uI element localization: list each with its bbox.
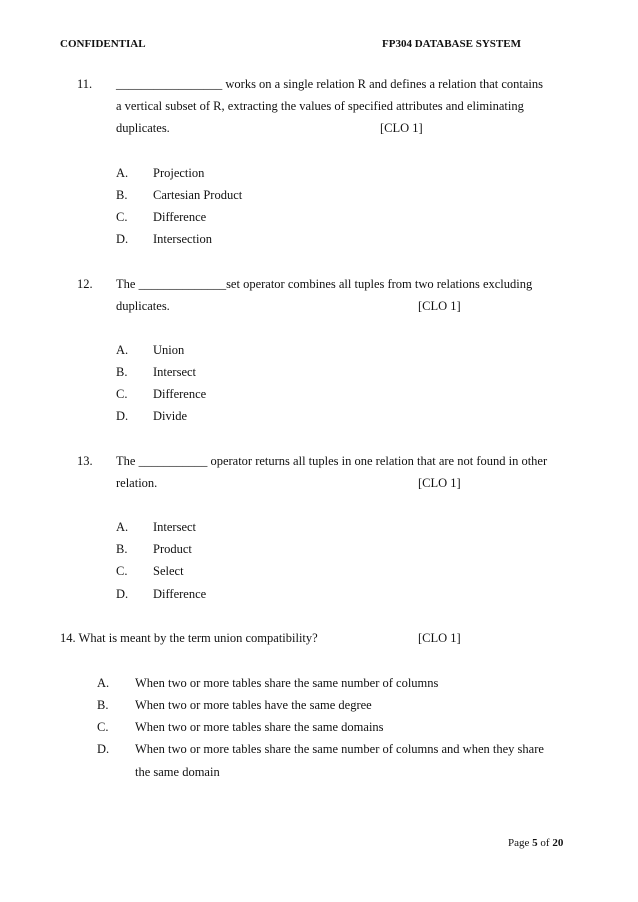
q11-line2: a vertical subset of R, extracting the values of specified attributes and eliminating bbox=[116, 99, 524, 113]
q14-option-d-text: When two or more tables share the same number of columns and when they share bbox=[135, 742, 544, 756]
q13-option-a-text: Intersect bbox=[153, 520, 197, 534]
q12-option-c-letter: C. bbox=[116, 387, 128, 401]
q11-line1 bbox=[116, 77, 543, 92]
q11-option-c-text: Difference bbox=[153, 210, 207, 224]
q14-option-a-text: When two or more tables share the same number of columns bbox=[135, 676, 439, 690]
q14-question: 14. What is meant by the term union compatibility? bbox=[60, 631, 318, 645]
q13-option-d-letter: D. bbox=[116, 587, 129, 601]
q14-option-d-letter: D. bbox=[97, 742, 110, 756]
q11-option-b-letter: B. bbox=[116, 188, 128, 202]
q12-option-a-letter: A. bbox=[116, 343, 129, 357]
q14-option-b-text: When two or more tables have the same degree bbox=[135, 698, 372, 712]
q12-option-d-text: Divide bbox=[153, 409, 188, 423]
q11-option-a-letter: A. bbox=[116, 166, 129, 180]
q13-line2: relation. bbox=[116, 476, 158, 490]
q13-line1 bbox=[116, 454, 547, 469]
q11-option-a-text: Projection bbox=[153, 166, 205, 180]
q12-prefix: The bbox=[116, 277, 139, 291]
page-number bbox=[508, 837, 563, 849]
header-confidential: CONFIDENTIAL bbox=[60, 38, 146, 50]
q12-option-c-text: Difference bbox=[153, 387, 207, 401]
q14-option-c-text: When two or more tables share the same domains bbox=[135, 720, 384, 734]
q13-clo: [CLO 1] bbox=[418, 476, 461, 490]
header-course-title: FP304 DATABASE SYSTEM bbox=[382, 38, 521, 50]
page-of: of bbox=[537, 837, 553, 849]
q12-stem-1: set operator combines all tuples from two relations excluding bbox=[226, 277, 533, 291]
q12-number: 12. bbox=[77, 277, 93, 291]
q13-blank: ___________ bbox=[138, 454, 208, 468]
q13-option-c-text: Select bbox=[153, 564, 184, 578]
q12-option-d-letter: D. bbox=[116, 409, 129, 423]
q11-line3: duplicates. bbox=[116, 121, 170, 135]
current-page: 5 bbox=[532, 837, 538, 849]
q12-option-a-text: Union bbox=[153, 343, 185, 357]
q11-option-b-text: Cartesian Product bbox=[153, 188, 243, 202]
page-prefix: Page bbox=[508, 837, 533, 849]
q12-clo: [CLO 1] bbox=[418, 299, 461, 313]
q13-prefix: The bbox=[116, 454, 139, 468]
q13-option-b-letter: B. bbox=[116, 542, 128, 556]
q14-option-d-text-cont: the same domain bbox=[135, 765, 220, 779]
q13-option-c-letter: C. bbox=[116, 564, 128, 578]
q14-option-c-letter: C. bbox=[97, 720, 109, 734]
q11-clo: [CLO 1] bbox=[380, 121, 423, 135]
q14-option-b-letter: B. bbox=[97, 698, 109, 712]
q11-option-d-text: Intersection bbox=[153, 232, 213, 246]
q13-stem-1: operator returns all tuples in one relation that are not found in other bbox=[207, 454, 548, 468]
q11-option-c-letter: C. bbox=[116, 210, 128, 224]
q13-option-a-letter: A. bbox=[116, 520, 129, 534]
q13-option-d-text: Difference bbox=[153, 587, 207, 601]
q14-clo: [CLO 1] bbox=[418, 631, 461, 645]
q14-option-a-letter: A. bbox=[97, 676, 110, 690]
q11-number: 11. bbox=[77, 77, 93, 91]
q12-line1 bbox=[116, 277, 532, 292]
q12-line2: duplicates. bbox=[116, 299, 170, 313]
total-pages: 20 bbox=[552, 837, 564, 849]
q13-number: 13. bbox=[77, 454, 93, 468]
q11-blank: _________________ bbox=[116, 77, 223, 91]
q11-stem-1: works on a single relation R and defines a relation that contains bbox=[222, 77, 543, 91]
q12-option-b-letter: B. bbox=[116, 365, 128, 379]
q12-option-b-text: Intersect bbox=[153, 365, 197, 379]
q13-option-b-text: Product bbox=[153, 542, 192, 556]
q12-blank: ______________ bbox=[138, 277, 227, 291]
q11-option-d-letter: D. bbox=[116, 232, 129, 246]
